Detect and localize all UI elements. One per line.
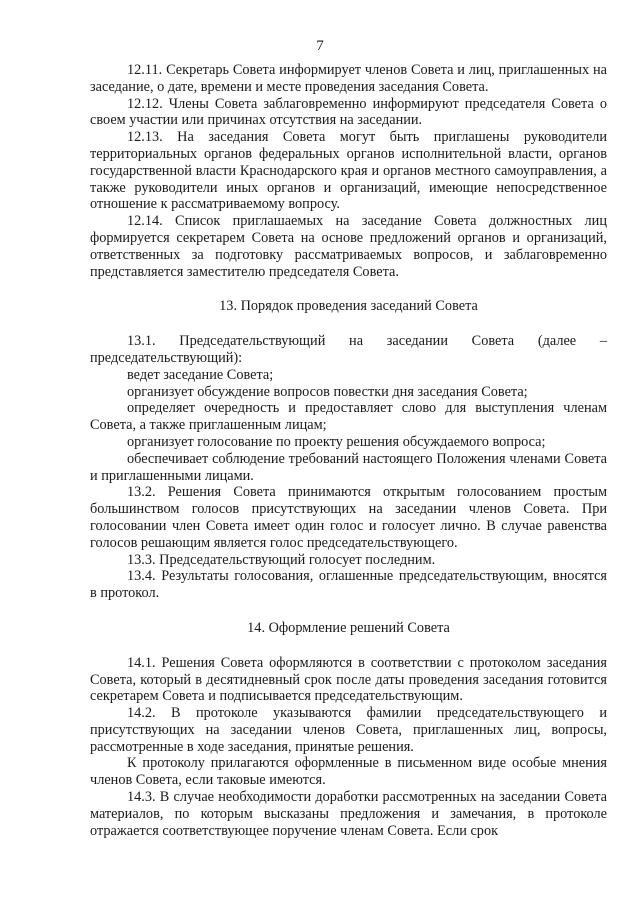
paragraph-12-13: 12.13. На заседания Совета могут быть приглашены руководители территориальных органов федеральных органов исполнительной власти, органов государственной власти Краснодарского края и органов местного самоуправления, а также руководители иных органов и организаций, имеющие непосредственное отношение к рассматриваемому вопросу. <box>90 129 607 213</box>
list-item: обеспечивает соблюдение требований настоящего Положения членами Совета и приглашенными лицами. <box>90 450 607 484</box>
page-number: 7 <box>316 38 324 54</box>
paragraph-12-12: 12.12. Члены Совета заблаговременно информируют председателя Совета о своем участии или причинах отсутствия на заседании. <box>90 95 607 129</box>
list-item: ведет заседание Совета; <box>127 366 274 383</box>
paragraph-12-11: 12.11. Секретарь Совета информирует членов Совета и лиц, приглашенных на заседание, о дате, времени и месте проведения заседания Совета. <box>90 62 607 95</box>
paragraph-13-4: 13.4. Результаты голосования, оглашенные председательствующим, вносятся в протокол. <box>90 568 607 602</box>
paragraph-14-1: 14.1. Решения Совета оформляются в соответствии с протоколом заседания Совета, который в десятидневный срок после даты проведения заседания готовится секретарем Совета и подписывается председательствующим. <box>90 654 607 705</box>
paragraph-13-2: 13.2. Решения Совета принимаются открытым голосованием простым большинством голосов присутствующих на заседании членов Совета. При голосовании член Совета имеет один голос и голосует лично. В случае равенства голосов решающим является голос председательствующего. <box>90 484 607 551</box>
paragraph-13-3: 13.3. Председательствующий голосует последним. <box>127 551 436 568</box>
list-item: организует обсуждение вопросов повестки дня заседания Совета; <box>127 383 528 400</box>
section-14-heading: 14. Оформление решений Совета <box>247 619 450 636</box>
paragraph-14-2: 14.2. В протоколе указываются фамилии председательствующего и присутствующих на заседании членов Совета, приглашенных лиц, вопросы, рассмотренные в ходе заседания, принятые решения. <box>90 705 607 755</box>
list-item: определяет очередность и предоставляет слово для выступления членам Совета, а также приглашенным лицам; <box>90 400 607 434</box>
paragraph-14-2-note: К протоколу прилагаются оформленные в письменном виде особые мнения членов Совета, если таковые имеются. <box>90 755 607 789</box>
document-body <box>90 62 607 839</box>
list-item: организует голосование по проекту решения обсуждаемого вопроса; <box>127 433 546 450</box>
paragraph-12-14: 12.14. Список приглашаемых на заседание Совета должностных лиц формируется секретарем Совета на основе предложений органов и организаций, ответственных за подготовку рассматриваемых вопросов, и заблаговременно представляется заместителю председателя Совета. <box>90 213 607 280</box>
paragraph-14-3: 14.3. В случае необходимости доработки рассмотренных на заседании Совета материалов, по которым высказаны предложения и замечания, в протоколе отражается соответствующее поручение членам Совета. Если срок <box>90 789 607 839</box>
paragraph-13-1: 13.1. Председательствующий на заседании Совета (далее – председательствующий): <box>90 333 607 366</box>
section-13-heading: 13. Порядок проведения заседаний Совета <box>219 298 478 315</box>
